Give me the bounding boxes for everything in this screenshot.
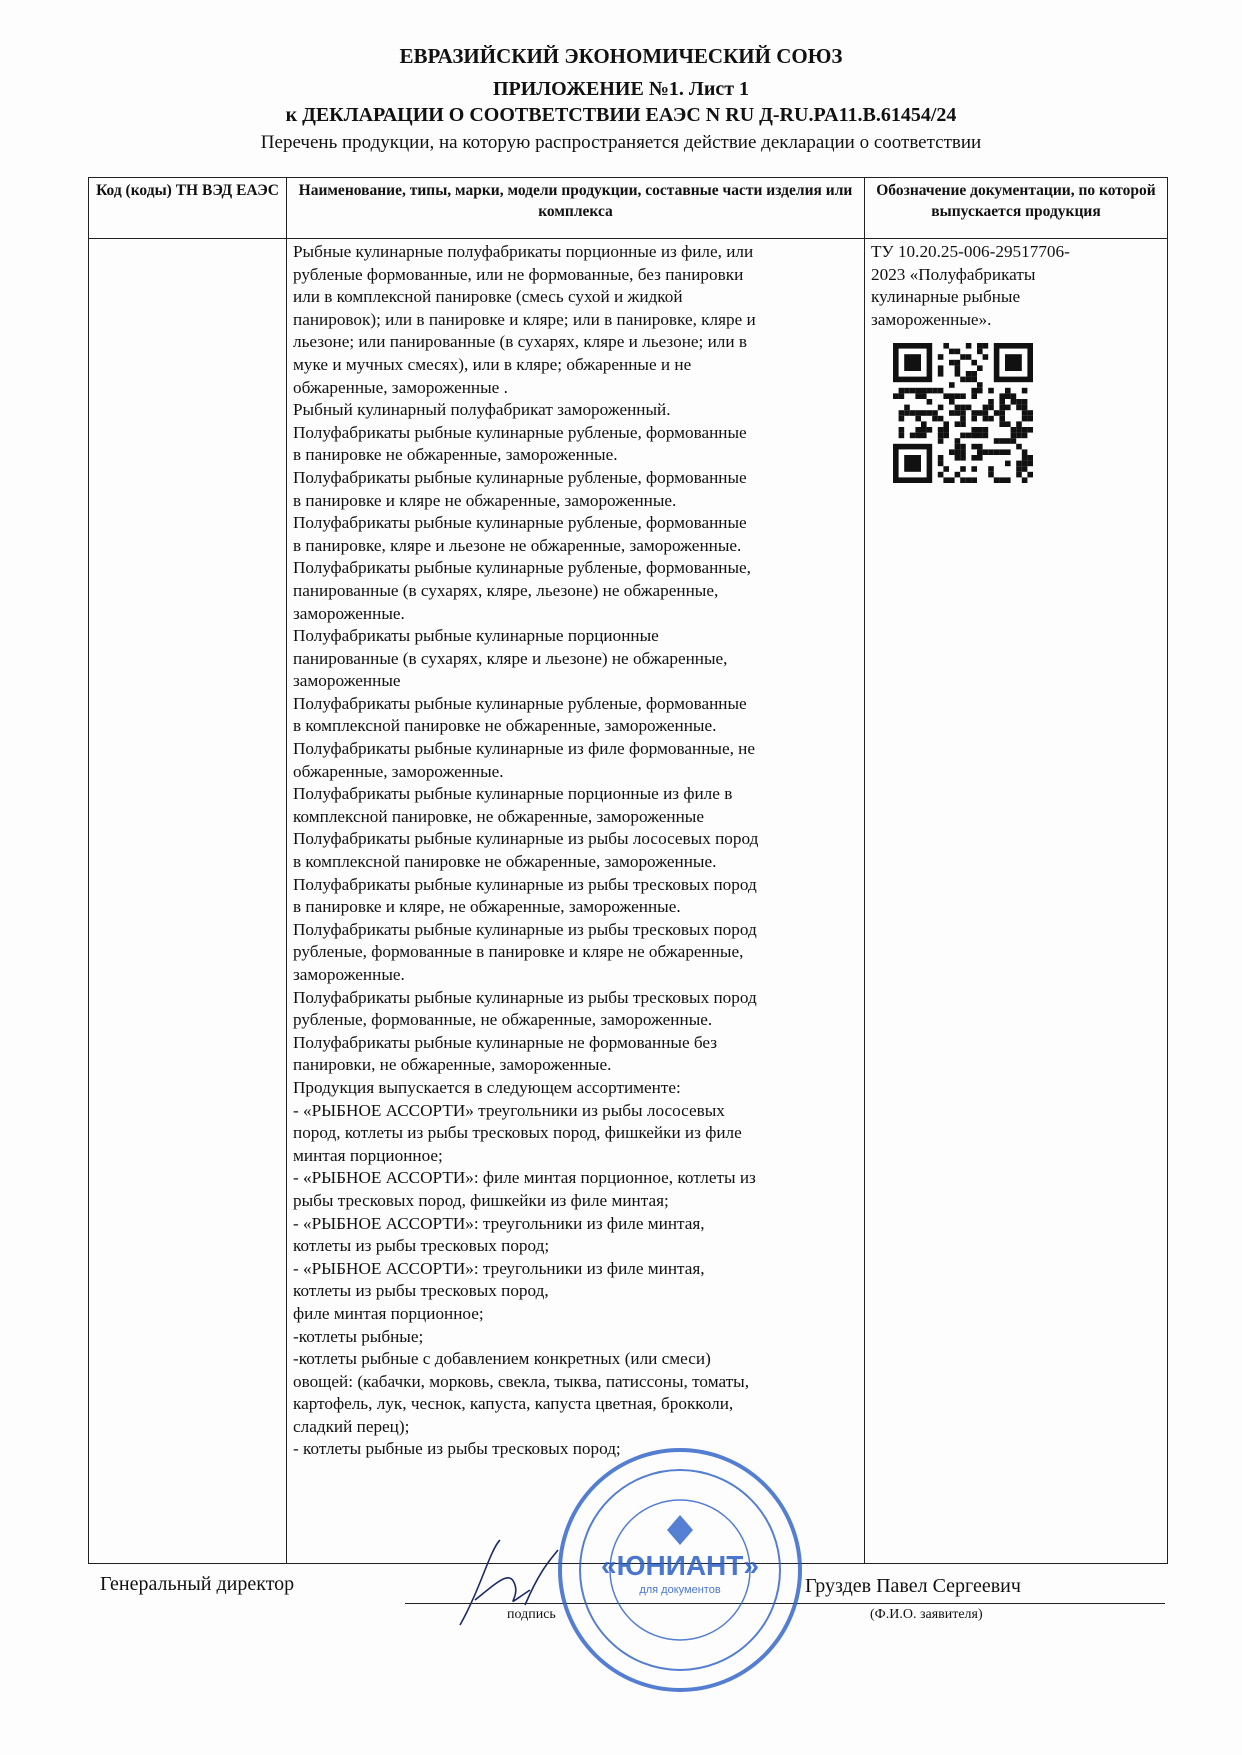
product-line: минтая порционное; [293, 1145, 443, 1165]
product-line: Полуфабрикаты рыбные кулинарные рубленые, формованные, [293, 558, 751, 578]
header-code: Код (коды) ТН ВЭД ЕАЭС [89, 178, 287, 239]
doc-line: замороженные». [871, 309, 992, 329]
doc-line: кулинарные рыбные [871, 287, 1021, 307]
doc-line: ТУ 10.20.25-006-29517706- [871, 242, 1070, 261]
product-line: льезоне; или панированные (в сухарях, кляре и льезоне; или в [293, 332, 747, 352]
product-line: котлеты из рыбы тресковых пород, [293, 1281, 549, 1301]
product-line: обжаренные, замороженные . [293, 377, 508, 397]
product-line: котлеты из рыбы тресковых пород; [293, 1236, 550, 1256]
product-line: муке и мучных смесях), или в кляре; обжаренные и не [293, 354, 692, 374]
product-line: Полуфабрикаты рыбные кулинарные из рыбы лососевых пород [293, 829, 759, 849]
product-table [88, 177, 1168, 1564]
product-line: рыбы тресковых пород, фишкейки из филе минтая; [293, 1190, 669, 1210]
product-line: - «РЫБНОЕ АССОРТИ»: треугольники из филе минтая, [293, 1213, 705, 1233]
product-line: - «РЫБНОЕ АССОРТИ»: филе минтая порционное, котлеты из [293, 1168, 756, 1188]
signature-icon [440, 1530, 570, 1630]
product-line: пород, котлеты из рыбы тресковых пород, фишкейки из филе [293, 1123, 742, 1143]
product-line: филе минтая порционное; [293, 1303, 484, 1323]
product-line: сладкий перец); [293, 1416, 410, 1436]
declaration-number: к ДЕКЛАРАЦИИ О СООТВЕТСТВИИ ЕАЭС N RU Д-RU.PA11.B.61454/24 [285, 104, 957, 126]
qr-code-icon [893, 343, 1033, 483]
product-line: Полуфабрикаты рыбные кулинарные рубленые, формованные [293, 693, 747, 713]
product-line: овощей: (кабачки, морковь, свекла, тыква, патиссоны, томаты, [293, 1371, 749, 1391]
product-line: в панировке и кляре не обжаренные, замороженные. [293, 490, 677, 510]
union-title: ЕВРАЗИЙСКИЙ ЭКОНОМИЧЕСКИЙ СОЮЗ [399, 44, 843, 68]
doc-line: 2023 «Полуфабрикаты [871, 264, 1036, 284]
code-cell [89, 239, 287, 1564]
product-line: Рыбный кулинарный полуфабрикат замороженный. [293, 400, 671, 420]
product-line: Полуфабрикаты рыбные кулинарные рубленые, формованные [293, 422, 747, 442]
product-line: замороженные. [293, 603, 405, 623]
product-line: Полуфабрикаты рыбные кулинарные порционные [293, 626, 659, 646]
product-line: замороженные. [293, 965, 405, 984]
product-line: картофель, лук, чеснок, капуста, капуста цветная, брокколи, [293, 1394, 734, 1414]
header-product: Наименование, типы, марки, модели продукции, составные части изделия или комплекса [287, 178, 865, 239]
product-line: рубленые, формованные в панировке и кляре не обжаренные, [293, 942, 744, 962]
subtitle: Перечень продукции, на которую распространяется действие декларации о соответствии [260, 132, 982, 153]
table-row [89, 239, 1168, 1564]
product-line: обжаренные, замороженные. [293, 761, 504, 781]
product-line: -котлеты рыбные с добавлением конкретных (или смеси) [293, 1349, 711, 1369]
product-line: - «РЫБНОЕ АССОРТИ» треугольники из рыбы лососевых [293, 1100, 725, 1120]
product-line: Полуфабрикаты рыбные кулинарные из филе формованные, не [293, 739, 755, 759]
product-line: в панировке, кляре и льезоне не обжаренные, замороженные. [293, 535, 742, 555]
documentation-cell [865, 239, 1168, 1564]
product-line: в комплексной панировке не обжаренные, замороженные. [293, 716, 717, 736]
product-cell [287, 239, 865, 1564]
product-line: рубленые формованные, или не формованные, без панировки [293, 264, 744, 284]
appendix-title: ПРИЛОЖЕНИЕ №1. Лист 1 [492, 78, 750, 100]
applicant-name: Груздев Павел Сергеевич [805, 1575, 1021, 1597]
signature-caption: подпись [507, 1607, 556, 1622]
product-line: панировки, не обжаренные, замороженные. [293, 1055, 612, 1075]
product-line: панированные (в сухарях, кляре и льезоне) не обжаренные, [293, 648, 728, 668]
product-line: замороженные [293, 671, 401, 691]
product-line: или в комплексной панировке (смесь сухой и жидкой [293, 287, 683, 307]
product-line: Полуфабрикаты рыбные кулинарные из рыбы тресковых пород [293, 987, 757, 1007]
product-line: Полуфабрикаты рыбные кулинарные порционные из филе в [293, 784, 733, 804]
product-line: Полуфабрикаты рыбные кулинарные рубленые, формованные [293, 513, 747, 533]
product-line: Полуфабрикаты рыбные кулинарные не формованные без [293, 1032, 718, 1052]
product-line: -котлеты рыбные; [293, 1326, 424, 1346]
product-line: комплексной панировке, не обжаренные, замороженные [293, 806, 704, 826]
product-line: рубленые, формованные, не обжаренные, замороженные. [293, 1010, 713, 1030]
product-line: панированные (в сухарях, кляре, льезоне) не обжаренные, [293, 580, 719, 600]
product-line: панировок); или в панировке и кляре; или в панировке, кляре и [293, 309, 756, 329]
table-header-row [89, 178, 1168, 239]
product-line: в панировке не обжаренные, замороженные. [293, 445, 618, 465]
svg-text:для документов: для документов [639, 1584, 721, 1596]
position-label: Генеральный директор [100, 1573, 295, 1595]
product-line: Полуфабрикаты рыбные кулинарные из рыбы тресковых пород [293, 874, 757, 894]
product-line: Продукция выпускается в следующем ассортименте: [293, 1077, 681, 1097]
company-stamp-icon [555, 1445, 805, 1695]
product-line: в панировке и кляре, не обжаренные, замороженные. [293, 897, 681, 917]
applicant-name-caption: (Ф.И.О. заявителя) [870, 1607, 983, 1622]
header-documentation: Обозначение документации, по которой выпускается продукция [865, 178, 1168, 239]
product-line: Полуфабрикаты рыбные кулинарные из рыбы тресковых пород [293, 919, 757, 939]
product-line: - «РЫБНОЕ АССОРТИ»: треугольники из филе минтая, [293, 1258, 705, 1278]
product-line: Рыбные кулинарные полуфабрикаты порционные из филе, или [293, 242, 754, 261]
svg-text:«ЮНИАНТ»: «ЮНИАНТ» [601, 1550, 759, 1581]
product-line: в комплексной панировке не обжаренные, замороженные. [293, 852, 717, 872]
product-line: Полуфабрикаты рыбные кулинарные рубленые, формованные [293, 467, 747, 487]
product-line: - котлеты рыбные из рыбы тресковых пород; [293, 1439, 621, 1459]
